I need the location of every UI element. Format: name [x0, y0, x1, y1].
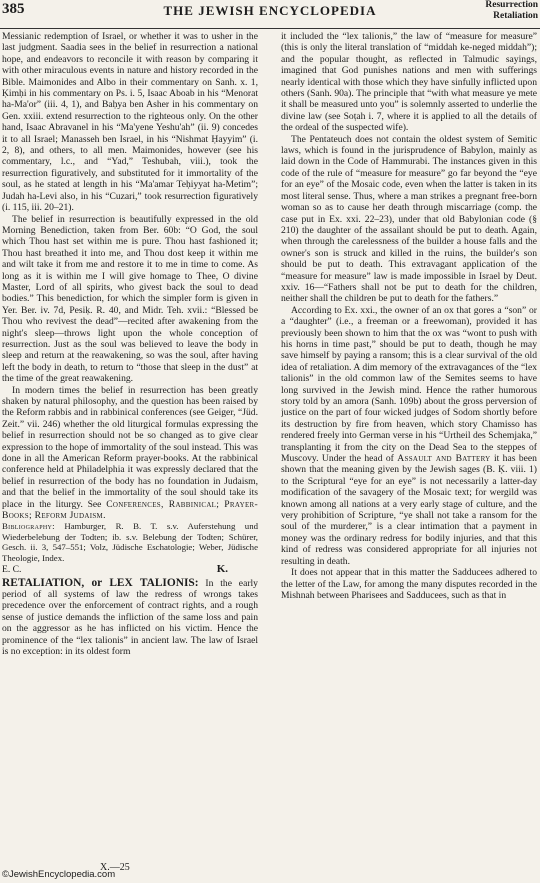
- paragraph: Messianic redemption of Israel, or whether it was to usher in the last judgment. Saadia sees in the belief in resurrection a national hope, and endeavors to reconcile it with reason by comparing it with other miraculous events in nature and history recorded in the Bible. Maimonides and Albo in their commentary on Sanh. x. 1, Ḳimḥi in his commentary on Ps. i. 5, Isaac Aboab in his “Menorat ha-Ma'or” (iii. 4, 1), and Baḥya ben Asher in his commentary on Gen. xxiii. extend resurrection to the righteous only. On the other hand, Isaac Abravanel in his “Ma'yene Yeshu'ah” (ii. 9) concedes it to all Israel; Manasseh ben Israel, in his “Nishmat Ḥayyim” (i. 2, 8), and others, to all men. Maimonides, however (see his commentary, l.c., and “Yad,” Teshubah, viii.), took the resurrection figuratively, and substituted for it immortality of the soul, as he stated at length in his “Ma'amar Teḥiyyat ha-Metim”; Judah ha-Levi also, in his “Cuzari,” took resurrection figuratively (i. 115, iii. 20–21).: [2, 31, 258, 214]
- entry-title: RETALIATION, or LEX TALIONIS:: [2, 576, 199, 589]
- signature-mark: X.—25: [100, 862, 130, 873]
- paragraph: [2, 385, 258, 522]
- paragraph: it included the “lex talionis,” the law of “measure for measure” (this is only the literal translation of “middah ke-neged middah”); and the popular thought, as reflected in Talmudic sayings, imagined that God punishes nations and men with sufferings nearly identical with those which they have sinfully inflicted upon others (Sanh. 90a). The principle that “with what measure ye mete it shall be measured unto you” is solemnly asserted to underlie the divine law (see Soṭah i. 7, where it is applied to all the details of the ordeal of the suspected wife).: [281, 31, 537, 134]
- left-column: [2, 31, 258, 861]
- paragraph: The Pentateuch does not contain the oldest system of Semitic laws, which is found in the jurisprudence of Babylon, mainly as laid down in the Code of Hammurabi. The instances given in this code of the rule of “measure for measure” go far beyond the “eye for an eye” of the Mosaic code, even when the latter is taken in its most literal sense. Thus, where a man strikes a pregnant free-born woman so as to cause her death through miscarriage (comp. the case put in Ex. xxi. 22–23), under that old Babylonian code (§ 210) the daughter of the assailant should be put to death. Again, when through the carelessness of the builder a house falls and the owner's son is struck and killed in the ruins, the builder's son should be put to death. This extravagant application of the “measure for measure” law is made impossible in Israel by Deut. xxiv. 16—“Fathers shall not be put to death for the children, neither shall the children be put to death for the fathers.”: [281, 133, 537, 305]
- running-head-first: Resurrection: [485, 0, 538, 10]
- cross-reference-link[interactable]: Assault and Battery: [397, 453, 491, 465]
- running-title: THE JEWISH ENCYCLOPEDIA: [163, 3, 377, 18]
- page-number: 385: [2, 1, 25, 17]
- running-head-last: Retaliation: [493, 11, 538, 21]
- page-header: [0, 0, 540, 29]
- running-head: [485, 0, 538, 22]
- paragraph-text: it has been shown that the meaning given by the Jewish sages (B. Ḳ. viii. 1) to the Scriptural “eye for an eye” is not necessarily a latter-day modification of the savagery of the Mosaic text; for wergild was known among all nations at a very early stage of culture, and the very prohibition of Scripture, “ye shall not take a ransom for the soul of the murderer,” is a clear intimation that a payment in money was the ordinary redress for bodily injuries, and that this kind of redress was considered appropriate for all injuries not resulting in death.: [281, 453, 537, 567]
- cross-reference-link[interactable]: Conferences, Rabbinical; Prayer-Books; Reform Judaism.: [2, 498, 258, 522]
- paragraph: [281, 305, 537, 567]
- entry-paragraph: [2, 578, 258, 658]
- paragraph-text: In modern times the belief in resurrection has been greatly shaken by natural philosophy, and the question has been raised by the Reform rabbis and in rabbinical conferences (see Geiger, “Jüd. Zeit.” vii. 246) whether the old liturgical formulas expressing the belief in resurrection should not be so changed as to give clear expression to the hope of immortality of the soul instead. This was done in all the American Reform prayer-books. At the rabbinical conference held at Philadelphia it was expressly declared that the belief in resurrection of the body has no foundation in Judaism, and that the belief in the immortality of the soul should take its place in the liturgy. See: [2, 384, 258, 510]
- signature-author: K.: [216, 563, 228, 576]
- paragraph: It does not appear that in this matter the Sadducees adhered to the letter of the Law, for among the many disputes recorded in the Mishnah between Pharisees and Sadducees, such as that in: [281, 567, 537, 601]
- entry-text: In the early period of all systems of law the redress of wrongs takes precedence over the enforcement of contract rights, and a rough sense of justice demands the infliction of the same loss and pain on the aggressor as he has inflicted on his victim. Hence the prominence of the “lex talionis” in ancient law. The law of Israel is no exception: in its oldest form: [2, 577, 258, 657]
- article-signature: [2, 564, 258, 575]
- site-credit: ©JewishEncyclopedia.com: [2, 869, 116, 880]
- signature-initials: E. C.: [2, 564, 22, 576]
- bibliography: [2, 521, 258, 563]
- bibliography-label: Bibliography:: [2, 521, 55, 532]
- paragraph-text: According to Ex. xxi., the owner of an ox that gores a “son” or a “daughter” (i.e., a freeman or a freewoman), provided it has previously been shown to him that the ox was “wont to push with his horns in time past,” should be put to death, though he may save himself by paying a ransom; this is a clear survival of the old idea of retaliation. A dim memory of the extravagances of the “lex talionis” in the old common law of the Semites seems to have long survived in the Jewish mind. Hence the rather humorous story told by an amora (Sanh. 109b) about the gross perversion of justice on the part of four wicked judges of Sodom shortly before its destruction by fire from heaven, which story Chamisso has rendered freely into German verse in his “Urtheil des Schemjaka,” transplanting it from the city on the Dead Sea to the steppes of Muscovy. Under the head of: [281, 304, 537, 465]
- right-column: [281, 31, 537, 861]
- bibliography-text: Hamburger, R. B. T. s.v. Auferstehung und Wiederbelebung der Todten; ib. s.v. Belebung der Todten; Schürer, Gesch. ii. 3, 547–551; Volz, Jüdische Eschatologie; Weber, Jüdische Theologie, Index.: [2, 521, 258, 563]
- paragraph: The belief in resurrection is beautifully expressed in the old Morning Benediction, taken from Ber. 60b: “O God, the soul which Thou hast set within me is pure. Thou hast fashioned it; Thou hast breathed it into me, and Thou dost keep it within me and wilt take it from me and restore it to me in time to come. As long as it is within me I will give homage to Thee, O divine Master, Lord of all spirits, who givest back the soul to dead bodies.” This benediction, for which the simpler form is given in Yer. Ber. iv. 7d, Pesiḳ. R. 40, and Midr. Teh. xvii.: “Blessed be Thou who revivest the dead”—recited after awakening from the night's sleep—throws light upon the whole conception of resurrection. Just as the soul was believed to leave the body in sleep and return at the reawakening, so was the soul, after having left the body in death, to return to “those that sleep in the dust” at the time of the great reawakening.: [2, 213, 258, 385]
